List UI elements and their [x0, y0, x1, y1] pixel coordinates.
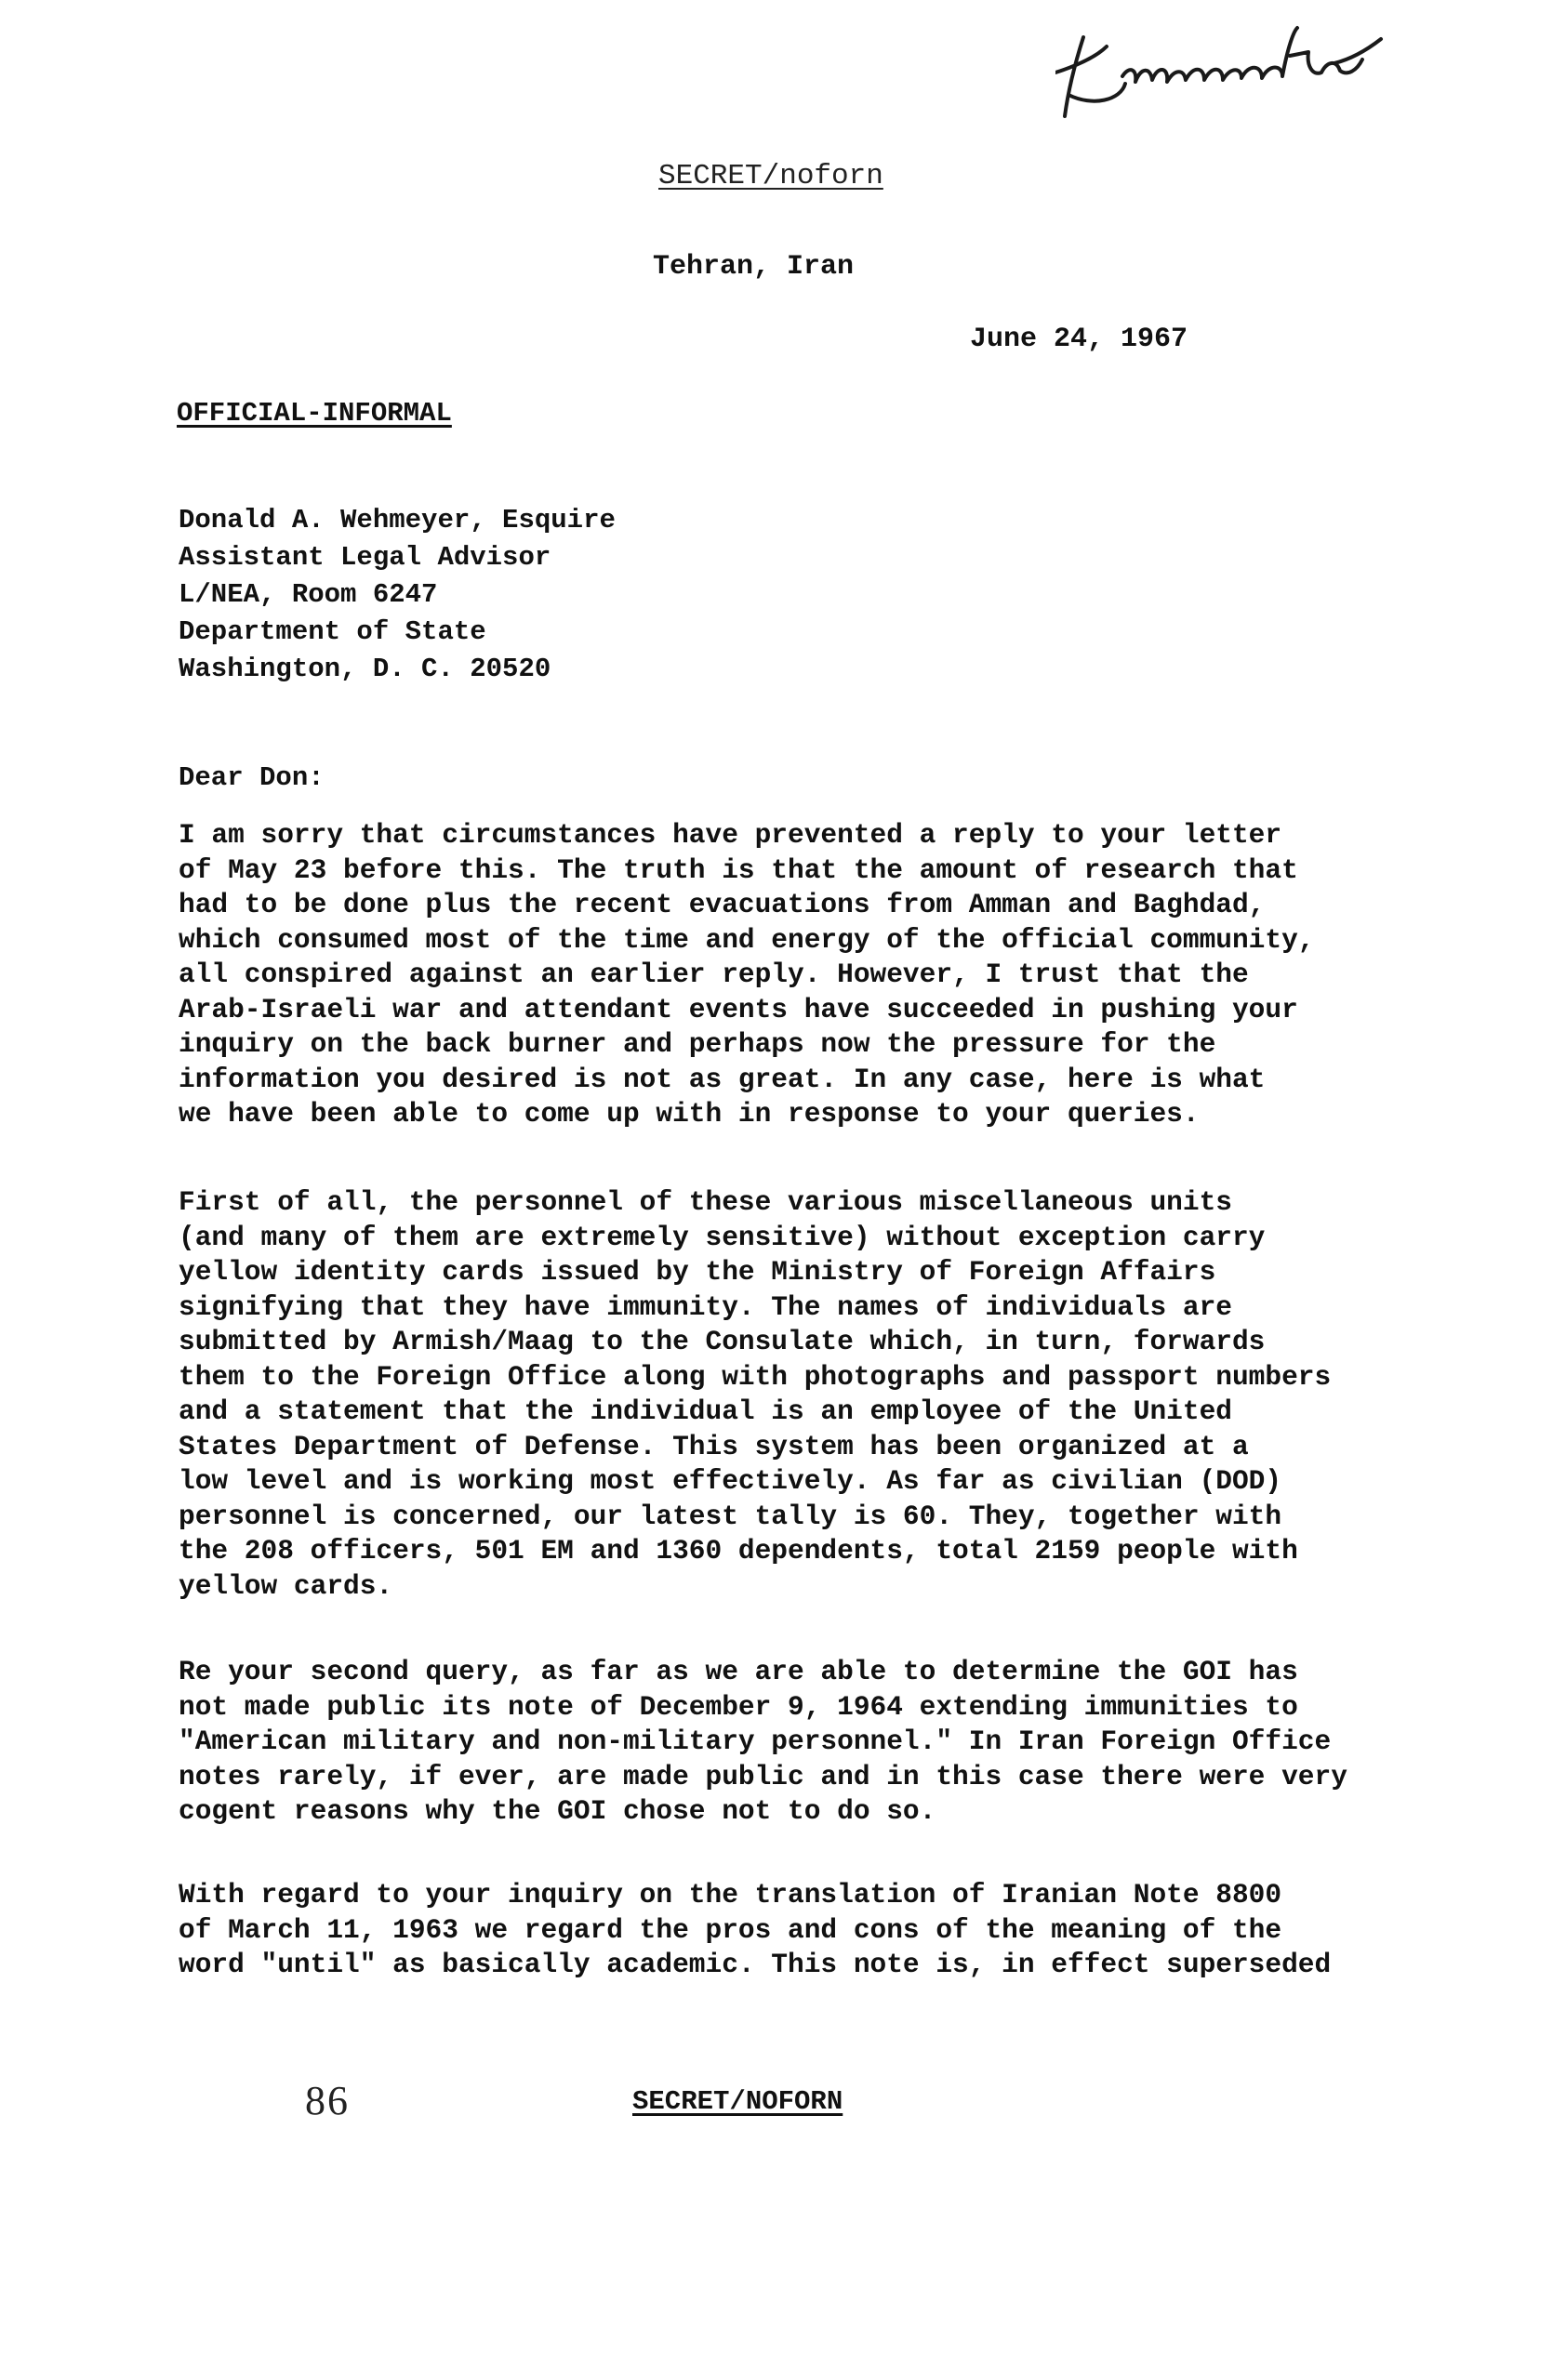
text-line: word "until" as basically academic. This note is, in effect superseded [179, 1949, 1332, 1980]
text-line: all conspired against an earlier reply. However, I trust that the [179, 959, 1249, 990]
text-line: First of all, the personnel of these various miscellaneous units [179, 1186, 1232, 1218]
address-line: Department of State [179, 616, 486, 647]
classification-header-text: SECRET/noforn [658, 160, 883, 192]
body-paragraph-4 [179, 1878, 1462, 1983]
page-number: 86 [305, 2078, 350, 2123]
text-line: (and many of them are extremely sensitive) without exception carry [179, 1221, 1266, 1253]
body-paragraph-3 [179, 1655, 1462, 1830]
text-line: had to be done plus the recent evacuations from Amman and Baghdad, [179, 889, 1266, 920]
text-line: of May 23 before this. The truth is that the amount of research that [179, 853, 1298, 886]
text-line: cogent reasons why the GOI chose not to do so. [179, 1795, 936, 1827]
address-line: Assistant Legal Advisor [179, 542, 551, 573]
address-line: Donald A. Wehmeyer, Esquire [179, 505, 616, 536]
body-paragraph-1 [179, 818, 1462, 1132]
text-line: yellow cards. [179, 1569, 393, 1602]
official-informal-marking: OFFICIAL-INFORMAL [177, 398, 452, 429]
text-line: information you desired is not as great. In any case, here is what [179, 1063, 1266, 1095]
text-line: and a statement that the individual is an employee of the United [179, 1395, 1232, 1427]
text-line: yellow identity cards issued by the Ministry of Foreign Affairs [179, 1256, 1216, 1288]
address-line: L/NEA, Room 6247 [179, 579, 438, 610]
handwritten-annotation-immunities [1055, 19, 1474, 130]
text-line: which consumed most of the time and energy of the official community, [179, 923, 1315, 956]
recipient-address [179, 502, 616, 688]
text-line: personnel is concerned, our latest tally is 60. They, together with [179, 1500, 1282, 1532]
address-line: Washington, D. C. 20520 [179, 654, 551, 684]
text-line: I am sorry that circumstances have prevented a reply to your letter [179, 819, 1282, 851]
text-line: submitted by Armish/Maag to the Consulate which, in turn, forwards [179, 1326, 1266, 1357]
body-paragraph-2 [179, 1185, 1462, 1604]
classification-footer: SECRET/NOFORN [632, 2086, 843, 2117]
text-line: inquiry on the back burner and perhaps now the pressure for the [179, 1028, 1216, 1060]
letter-date: June 24, 1967 [970, 324, 1188, 355]
text-line: notes rarely, if ever, are made public and in this case there were very [179, 1760, 1347, 1792]
text-line: we have been able to come up with in response to your queries. [179, 1098, 1200, 1130]
text-line: of March 11, 1963 we regard the pros and cons of the meaning of the [179, 1913, 1282, 1946]
text-line: signifying that they have immunity. The names of individuals are [179, 1290, 1232, 1323]
text-line: "American military and non-military personnel." In Iran Foreign Office [179, 1726, 1332, 1757]
text-line: them to the Foreign Office along with photographs and passport numbers [179, 1360, 1332, 1393]
text-line: States Department of Defense. This system has been organized at a [179, 1430, 1249, 1462]
classification-header [658, 160, 883, 192]
letter-place: Tehran, Iran [653, 251, 855, 283]
text-line: not made public its note of December 9, 1964 extending immunities to [179, 1690, 1298, 1723]
text-line: Re your second query, as far as we are able to determine the GOI has [179, 1656, 1298, 1687]
text-line: the 208 officers, 501 EM and 1360 dependents, total 2159 people with [179, 1535, 1298, 1567]
text-line: Arab-Israeli war and attendant events have succeeded in pushing your [179, 993, 1298, 1025]
text-line: low level and is working most effectively. As far as civilian (DOD) [179, 1465, 1282, 1497]
text-line: With regard to your inquiry on the translation of Iranian Note 8800 [179, 1879, 1282, 1911]
salutation: Dear Don: [179, 762, 325, 793]
